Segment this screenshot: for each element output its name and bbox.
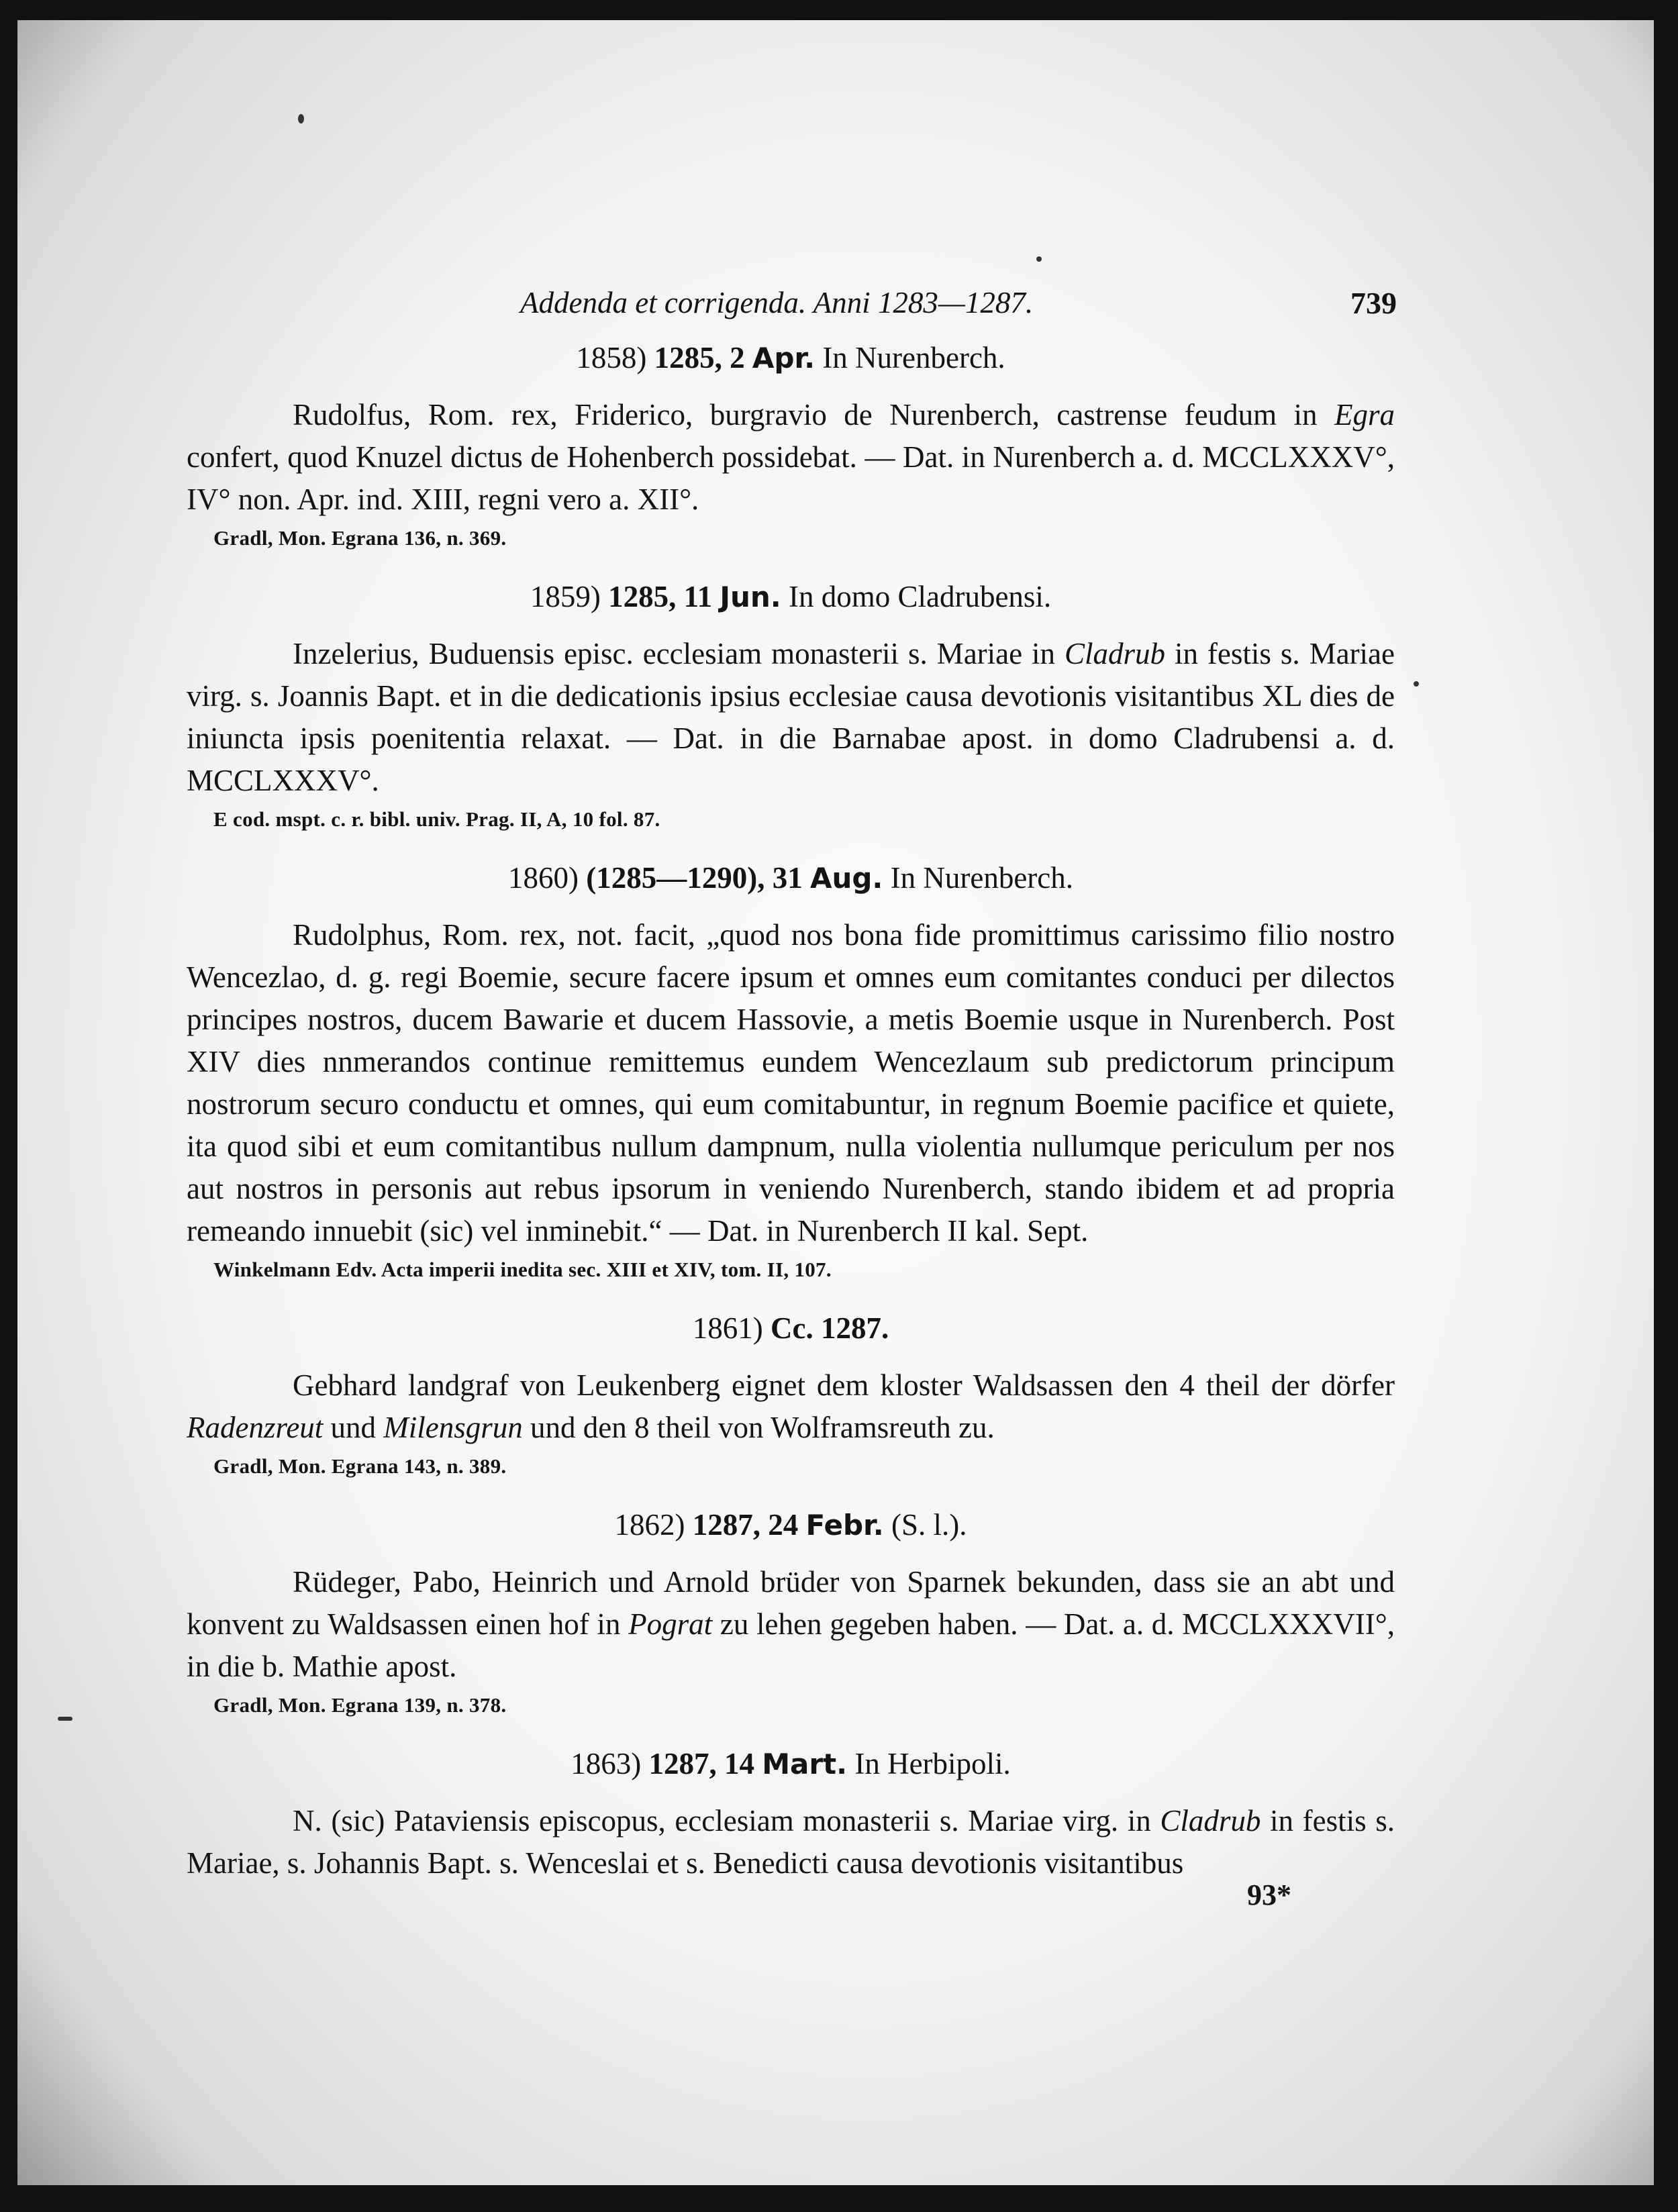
place-name: Egra [1334,398,1395,432]
page-number: 739 [1350,286,1397,320]
entry-source: Gradl, Mon. Egrana 139, n. 378. [213,1693,507,1717]
ink-speck [58,1717,72,1721]
running-head [187,282,1395,329]
entry-source: Winkelmann Edv. Acta imperii inedita sec. XIII et XIV, tom. II, 107. [213,1258,832,1281]
printer-signature: 93* [1247,1878,1291,1911]
entry-date: 1287, 24 [692,1508,799,1542]
place-name: Pograt [628,1607,713,1641]
entry-source: E cod. mspt. c. r. bibl. univ. Prag. II, A, 10 fol. 87. [213,807,660,831]
entry-source: Gradl, Mon. Egrana 143, n. 389. [213,1454,507,1478]
entry-text: Inzelerius, Buduensis episc. ecclesiam monasterii s. Mariae in Cladrub in festis s. Mariae virg. s. Joannis Bapt. et in die dedicationis ipsius ecclesiae causa devotionis visitantibus XL dies de iniuncta ipsis poenitentia relaxat. — Dat. in die Barnabae apost. in domo Cladrubensi a. d. MCCLXXXV°. [187,637,1395,797]
entry-place: (S. l.). [891,1508,967,1542]
entry-month: Mart. [762,1748,848,1780]
entry-date: 1285, 11 [608,580,713,613]
entry-text: N. (sic) Pataviensis episcopus, ecclesiam monasterii s. Mariae virg. in Cladrub in festis s. Mariae, s. Johannis Bapt. s. Wenceslai et s. Benedicti causa devotionis visitantibus [187,1804,1395,1880]
entry-date: 1285, 2 [654,341,745,374]
entry-text: Gebhard landgraf von Leukenberg eignet dem kloster Waldsassen den 4 theil der dörfer Radenzreut und Milensgrun und den 8 theil von Wolframsreuth zu. [187,1368,1395,1444]
entry-heading [187,1307,1395,1350]
entry-place: In domo Cladrubensi. [788,580,1052,613]
entry-heading [187,1504,1395,1546]
place-name: Cladrub [1160,1804,1261,1838]
entry-number: 1862) [614,1508,685,1542]
entry-place: In Nurenberch. [890,861,1074,895]
entry-heading [187,337,1395,379]
entry-date: 1287, 14 [648,1747,754,1780]
entry-heading [187,857,1395,899]
place-name: Milensgrun [383,1411,523,1444]
entry-text: Rüdeger, Pabo, Heinrich und Arnold brüder von Sparnek bekunden, dass sie an abt und konvent zu Waldsassen einen hof in Pograt zu lehen gegeben haben. — Dat. a. d. MCCLXXXVII°, in die b. Mathie apost. [187,1565,1395,1683]
place-name: Radenzreut [187,1411,324,1444]
place-name: Cladrub [1065,637,1166,670]
entry-month: Febr. [805,1509,884,1542]
entry-heading [187,1743,1395,1785]
entry-text: Rudolphus, Rom. rex, not. facit, „quod nos bona fide promittimus carissimo filio nostro Wencezlao, d. g. regi Boemie, secure facere ipsum et omnes eum comitantes conduci per dilectos principes nostros, ducem Bawarie et ducem Hassovie, a metis Boemie usque in Nurenberch. Post XIV dies nnmerandos continue remittemus eundem Wencezlaum sub predictorum principum nostrorum securo conductu et omnes, qui eum comitabuntur, in regnum Boemie pacifice et quiete, ita quod sibi et eum comitantibus nullum dampnum, nulla violentia nullumque periculum per nos aut nostros in personis aut rebus ipsorum in veniendo Nurenberch, stando ibidem et ad propria remeando innuebit (sic) vel inminebit.“ — Dat. in Nurenberch II kal. Sept. [187,918,1395,1248]
entry-month: Aug. [809,862,883,895]
entry-number: 1859) [530,580,601,613]
entry-month: Jun. [720,581,781,613]
entry-source: Gradl, Mon. Egrana 136, n. 369. [213,526,507,550]
entry-date: (1285—1290), 31 [586,861,803,895]
entry-heading [187,576,1395,618]
entry-number: 1860) [507,861,579,895]
entry-number: 1858) [576,341,647,374]
entry-number: 1863) [571,1747,642,1780]
ink-speck [1414,681,1419,687]
running-head-title: Addenda et corrigenda. Anni 1283—1287. [520,286,1034,319]
ink-speck [1036,256,1042,262]
ink-speck [298,114,304,123]
entry-place: In Herbipoli. [854,1747,1011,1780]
entry-place: In Nurenberch. [822,341,1005,374]
entry-number: 1861) [692,1311,763,1345]
entry-text: Rudolfus, Rom. rex, Friderico, burgravio de Nurenberch, castrense feudum in Egra confert, quod Knuzel dictus de Hohenberch possidebat. — Dat. in Nurenberch a. d. MCCLXXXV°, IV° non. Apr. ind. XIII, regni vero a. XII°. [187,398,1395,516]
entry-date: Cc. 1287. [771,1311,889,1345]
page-content [187,282,1395,1884]
entry-month: Apr. [752,342,816,374]
